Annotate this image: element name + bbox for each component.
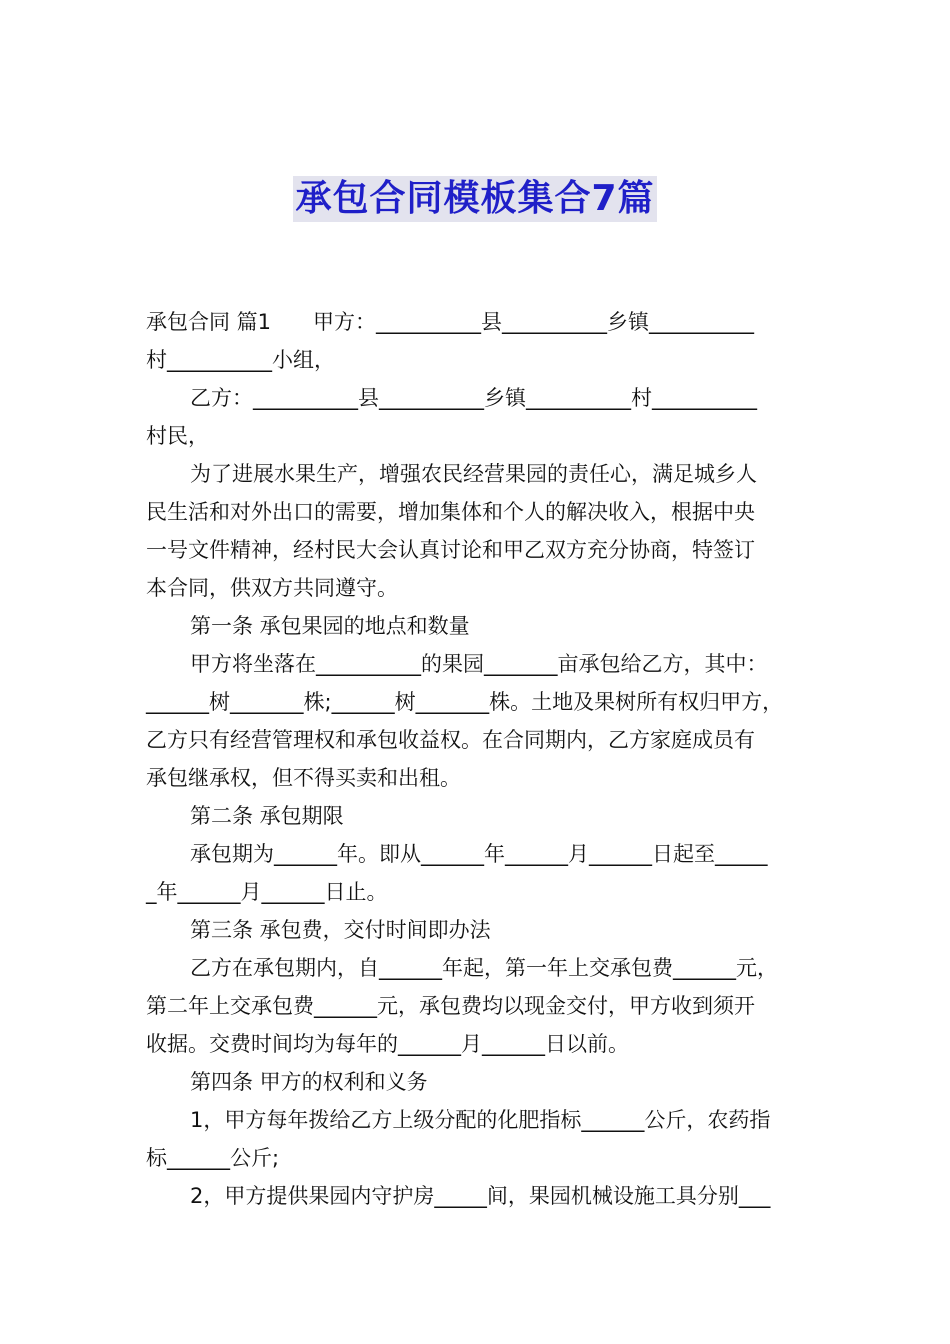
paragraph-line: 承包合同 篇1 甲方：__________县__________乡镇__________ (146, 310, 755, 334)
paragraph-line: ______树_______株;______树_______株。土地及果树所有权归甲方， (146, 690, 784, 714)
paragraph-line: 收据。交费时间均为每年的______月______日以前。 (146, 1032, 629, 1056)
paragraph-line: 乙方在承包期内，自______年起，第一年上交承包费______元， (190, 956, 778, 980)
section-heading: 第三条 承包费，交付时间即办法 (190, 918, 491, 942)
paragraph-line: 村__________小组， (146, 348, 335, 372)
document-body (146, 303, 808, 1215)
section-heading: 第一条 承包果园的地点和数量 (190, 614, 470, 638)
paragraph-line: 民生活和对外出口的需要，增加集体和个人的解决收入，根据中央 (146, 500, 755, 524)
paragraph-line: 1，甲方每年拨给乙方上级分配的化肥指标______公斤，农药指 (190, 1108, 771, 1132)
paragraph-line: 甲方将坐落在__________的果园_______亩承包给乙方，其中： (190, 652, 768, 676)
paragraph-line: 乙方只有经营管理权和承包收益权。在合同期内，乙方家庭成员有 (146, 728, 755, 752)
document-title-block (0, 176, 950, 222)
paragraph-line: 为了进展水果生产，增强农民经营果园的责任心，满足城乡人 (190, 462, 757, 486)
paragraph-line: 本合同，供双方共同遵守。 (146, 576, 398, 600)
paragraph-line: 2，甲方提供果园内守护房_____间，果园机械设施工具分别___ (190, 1184, 771, 1208)
paragraph-line: 一号文件精神，经村民大会认真讨论和甲乙双方充分协商，特签订 (146, 538, 755, 562)
paragraph-line: 标______公斤; (146, 1146, 280, 1170)
paragraph-line: 承包期为______年。即从______年______月______日起至_____ (190, 842, 768, 866)
section-heading: 第二条 承包期限 (190, 804, 344, 828)
paragraph-line: _年______月______日止。 (146, 880, 388, 904)
paragraph-line: 村民， (146, 424, 209, 448)
section-heading: 第四条 甲方的权利和义务 (190, 1070, 428, 1094)
document-title: 承包合同模板集合7篇 (293, 176, 656, 222)
paragraph-line: 承包继承权，但不得买卖和出租。 (146, 766, 461, 790)
paragraph-line: 乙方：__________县__________乡镇__________村__________ (190, 386, 757, 410)
paragraph-line: 第二年上交承包费______元，承包费均以现金交付，甲方收到须开 (146, 994, 755, 1018)
